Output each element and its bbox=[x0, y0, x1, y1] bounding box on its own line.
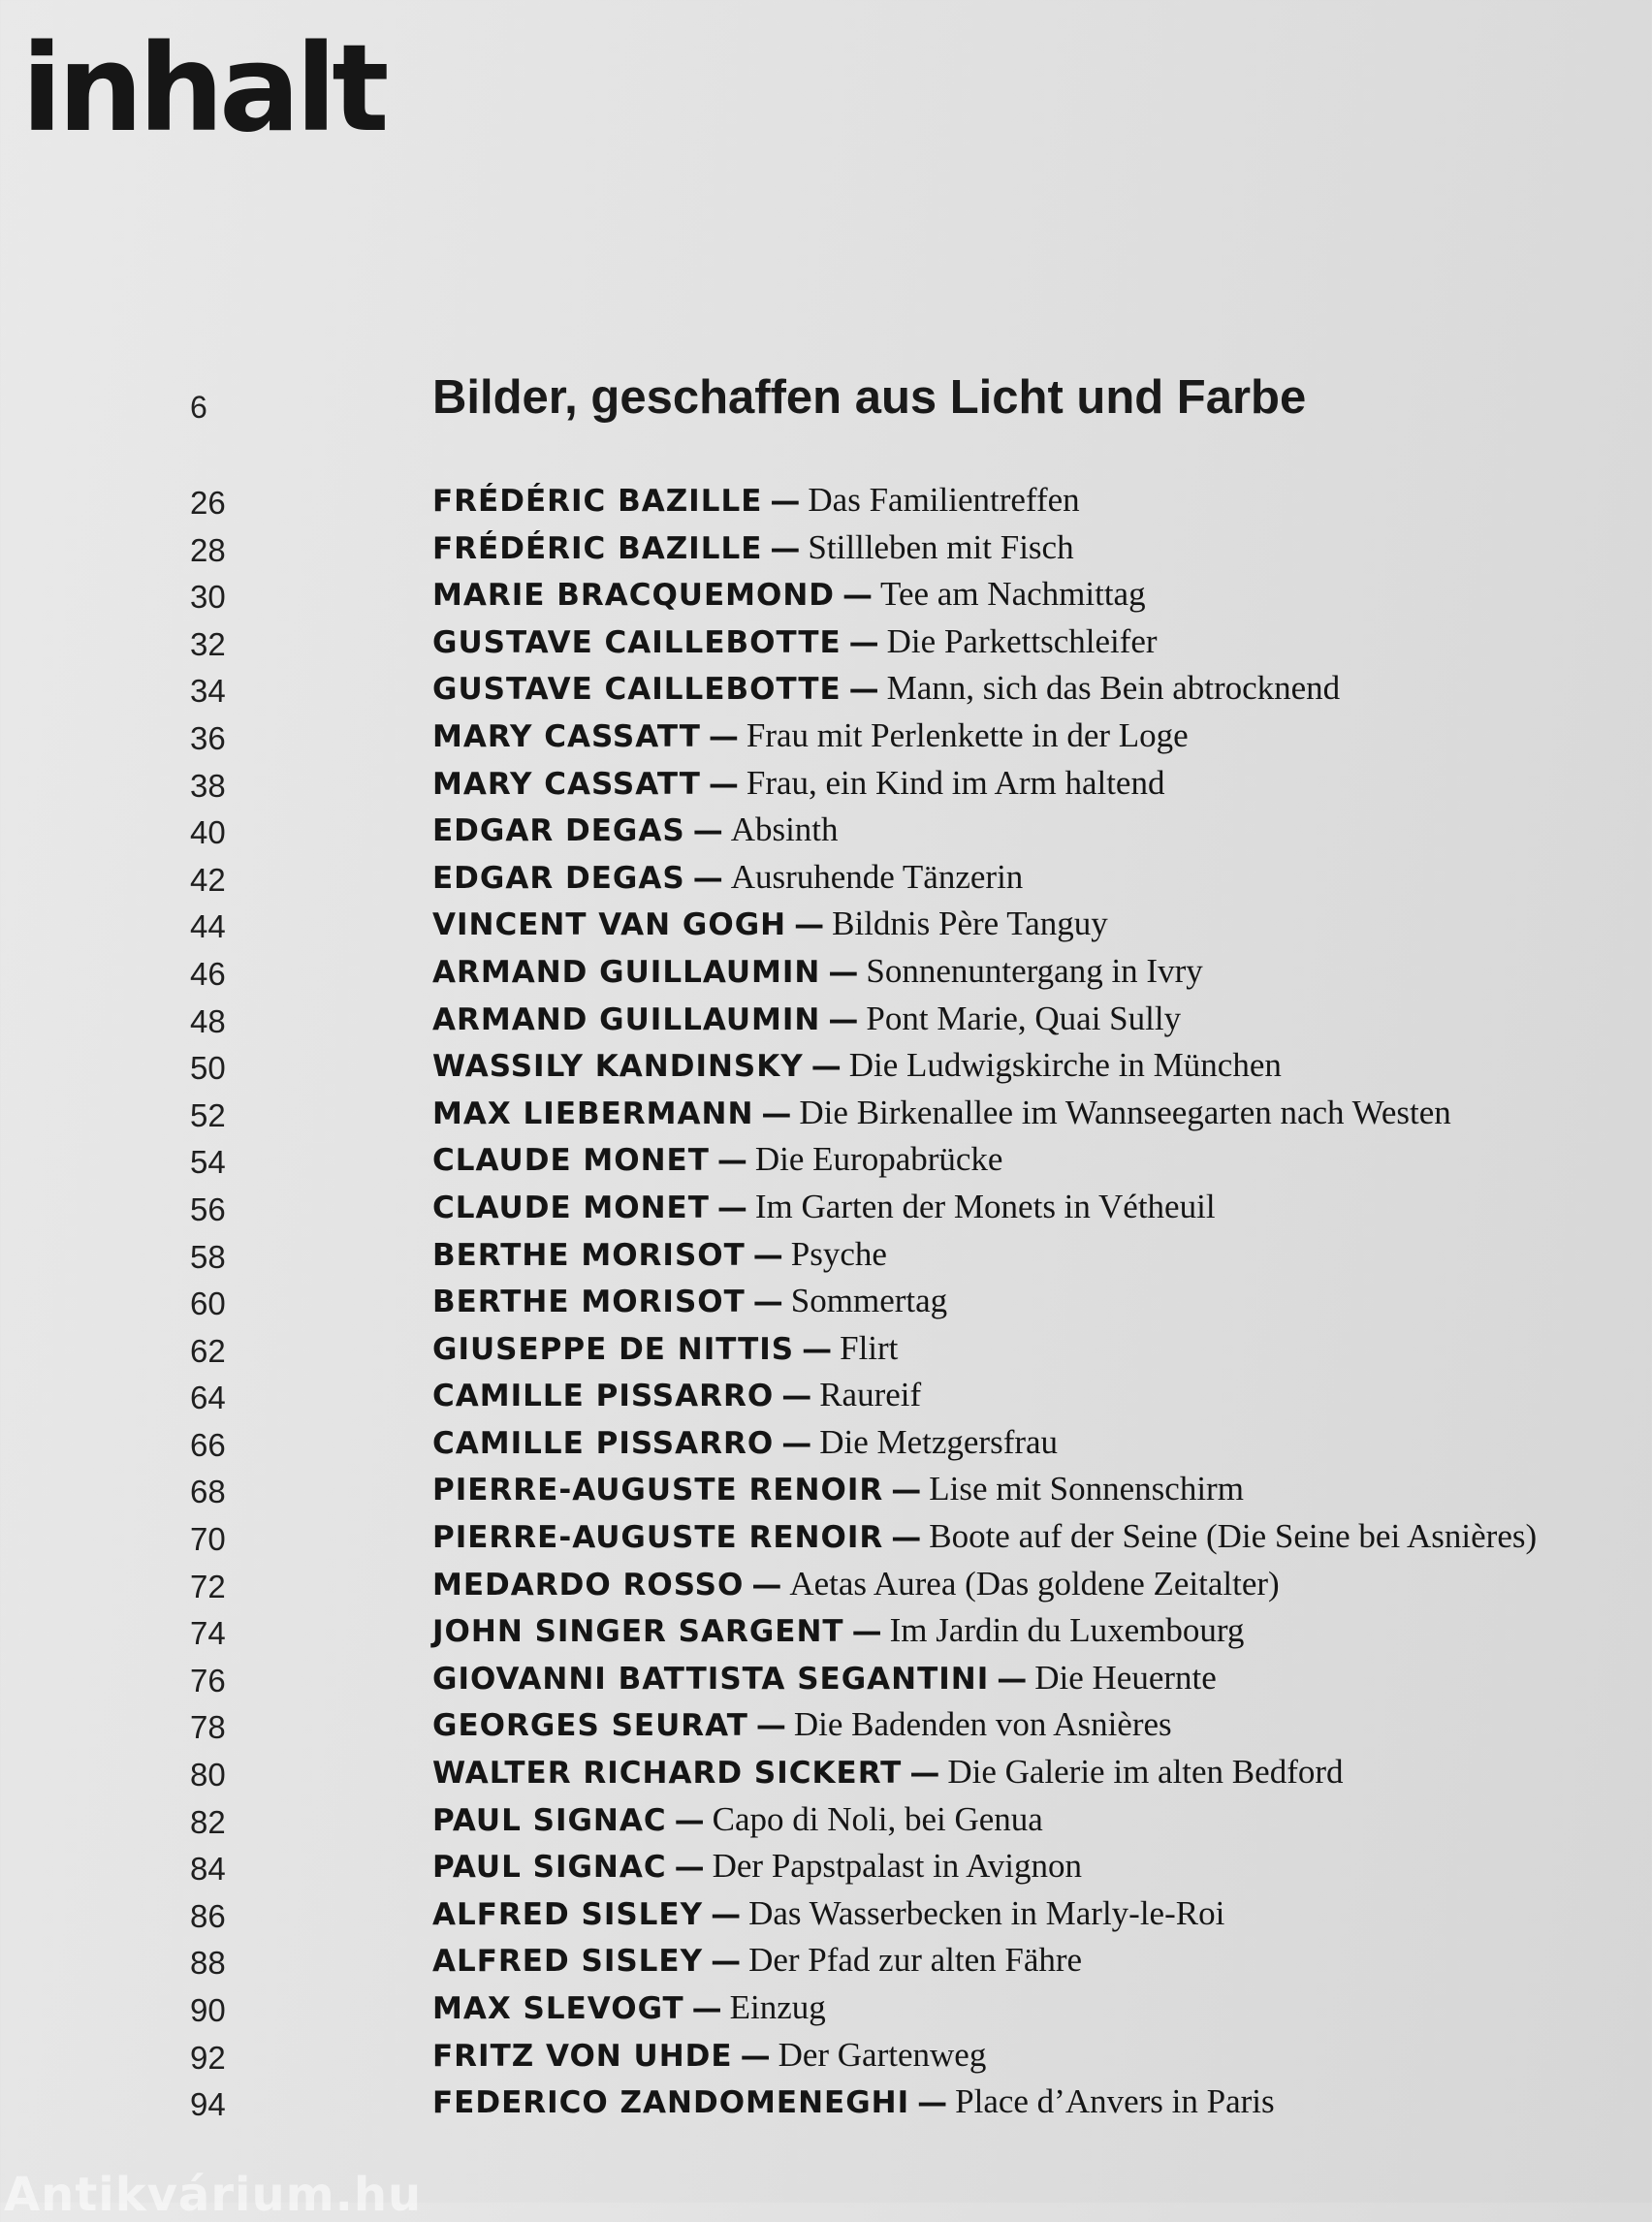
toc-entry-text bbox=[432, 858, 1023, 897]
toc-page-number: 82 bbox=[190, 1803, 226, 1840]
toc-artwork-title: Absinth bbox=[730, 810, 839, 849]
toc-separator: — bbox=[711, 1944, 742, 1980]
toc-artist-name: FRITZ VON UHDE bbox=[432, 2038, 733, 2074]
toc-separator: — bbox=[810, 1049, 842, 1085]
toc-page-number: 40 bbox=[190, 814, 226, 851]
toc-separator: — bbox=[711, 1896, 742, 1932]
toc-entry bbox=[0, 1607, 1652, 1655]
toc-entry-text bbox=[432, 1329, 898, 1368]
toc-separator: — bbox=[794, 907, 825, 943]
toc-artist-name: MARY CASSATT bbox=[432, 766, 701, 802]
toc-separator: — bbox=[692, 860, 723, 896]
toc-separator: — bbox=[848, 624, 879, 660]
toc-separator: — bbox=[716, 1143, 747, 1179]
toc-page-number: 60 bbox=[190, 1286, 226, 1322]
toc-separator: — bbox=[691, 1991, 722, 2026]
toc-separator: — bbox=[917, 2085, 948, 2121]
toc-entry-text bbox=[432, 1235, 887, 1274]
toc-page-number: 34 bbox=[190, 673, 226, 710]
toc-separator: — bbox=[848, 672, 879, 708]
toc-artwork-title: Stillleben mit Fisch bbox=[808, 527, 1074, 566]
toc-entry-text bbox=[432, 2082, 1275, 2121]
toc-entry-text bbox=[432, 1659, 1217, 1698]
toc-separator: — bbox=[891, 1473, 922, 1508]
toc-entry bbox=[0, 713, 1652, 760]
toc-artist-name: CAMILLE PISSARRO bbox=[432, 1425, 775, 1461]
toc-entry bbox=[0, 1890, 1652, 1938]
toc-artwork-title: Bildnis Père Tanguy bbox=[832, 905, 1108, 943]
toc-entry bbox=[0, 1843, 1652, 1890]
toc-separator: — bbox=[761, 1095, 792, 1131]
toc-artist-name: EDGAR DEGAS bbox=[432, 860, 685, 896]
toc-entry bbox=[0, 1325, 1652, 1373]
toc-artwork-title: Boote auf der Seine (Die Seine bei Asnières) bbox=[929, 1517, 1538, 1556]
toc-page-number: 58 bbox=[190, 1238, 226, 1275]
toc-entry-text bbox=[432, 1894, 1224, 1933]
toc-separator: — bbox=[842, 578, 874, 614]
toc-entry-text bbox=[432, 716, 1189, 755]
toc-entry-text bbox=[432, 764, 1164, 803]
toc-entry bbox=[0, 1184, 1652, 1231]
toc-entry-text bbox=[432, 1188, 1216, 1226]
toc-entry-text bbox=[432, 1800, 1043, 1839]
toc-separator: — bbox=[802, 1331, 833, 1367]
toc-artist-name: FEDERICO ZANDOMENEGHI bbox=[432, 2085, 910, 2121]
toc-entry-text bbox=[432, 1565, 1280, 1603]
toc-entry bbox=[0, 524, 1652, 572]
toc-separator: — bbox=[909, 1756, 940, 1792]
toc-artist-name: MAX SLEVOGT bbox=[432, 1991, 684, 2026]
toc-page-number: 52 bbox=[190, 1096, 226, 1133]
toc-page-number: 64 bbox=[190, 1380, 226, 1416]
toc-page-number: 26 bbox=[190, 485, 226, 521]
toc-artist-name: GUSTAVE CAILLEBOTTE bbox=[432, 672, 842, 708]
toc-page-number: 72 bbox=[190, 1568, 226, 1604]
toc-entry bbox=[0, 1513, 1652, 1561]
toc-separator: — bbox=[828, 954, 859, 990]
toc-artist-name: ALFRED SISLEY bbox=[432, 1896, 704, 1932]
toc-artwork-title: Der Pfad zur alten Fähre bbox=[748, 1941, 1083, 1980]
toc-entry-text bbox=[432, 2036, 986, 2075]
toc-page-number: 80 bbox=[190, 1757, 226, 1793]
toc-artwork-title: Die Metzgersfrau bbox=[819, 1422, 1059, 1461]
toc-artist-name: ARMAND GUILLAUMIN bbox=[432, 954, 821, 990]
toc-artwork-title: Die Birkenallee im Wannseegarten nach Westen bbox=[799, 1093, 1451, 1131]
toc-artwork-title: Die Europabrücke bbox=[754, 1140, 1003, 1179]
toc-artist-name: MARY CASSATT bbox=[432, 718, 701, 754]
toc-entry-text bbox=[432, 1705, 1172, 1744]
toc-separator: — bbox=[752, 1237, 783, 1273]
toc-separator: — bbox=[997, 1661, 1028, 1697]
toc-artist-name: PIERRE-AUGUSTE RENOIR bbox=[432, 1520, 884, 1556]
toc-entry-text bbox=[432, 1941, 1082, 1980]
toc-separator: — bbox=[752, 1285, 783, 1320]
toc-separator: — bbox=[781, 1379, 812, 1414]
toc-entry bbox=[0, 1561, 1652, 1608]
toc-separator: — bbox=[708, 718, 739, 754]
toc-entry-text bbox=[432, 1376, 921, 1414]
toc-artist-name: GEORGES SEURAT bbox=[432, 1708, 748, 1744]
toc-entry bbox=[0, 1042, 1652, 1090]
toc-artist-name: FRÉDÉRIC BAZILLE bbox=[432, 530, 763, 566]
toc-entry-text bbox=[432, 952, 1203, 991]
toc-artwork-title: Psyche bbox=[790, 1234, 887, 1273]
toc-entry-text bbox=[432, 481, 1080, 520]
toc-artwork-title: Die Galerie im alten Bedford bbox=[947, 1753, 1344, 1792]
toc-artwork-title: Die Parkettschleifer bbox=[886, 621, 1158, 660]
intro-entry bbox=[0, 366, 1652, 434]
toc-page-number: 78 bbox=[190, 1709, 226, 1746]
toc-artist-name: BERTHE MORISOT bbox=[432, 1285, 746, 1320]
toc-entry-text bbox=[432, 1470, 1244, 1508]
toc-separator: — bbox=[851, 1614, 882, 1650]
toc-entry bbox=[0, 1937, 1652, 1984]
toc-entry-text bbox=[432, 1988, 826, 2027]
toc-page-number: 36 bbox=[190, 719, 226, 756]
toc-page-number: 48 bbox=[190, 1002, 226, 1039]
toc-page-number: 42 bbox=[190, 861, 226, 898]
toc-page-number: 38 bbox=[190, 767, 226, 804]
toc-entry-text bbox=[432, 1847, 1082, 1886]
intro-title: Bilder, geschaffen aus Licht und Farbe bbox=[432, 371, 1307, 424]
toc-page-number: 86 bbox=[190, 1897, 226, 1934]
toc-entry-text bbox=[432, 1423, 1058, 1462]
toc-separator: — bbox=[740, 2038, 771, 2074]
toc-separator: — bbox=[716, 1190, 747, 1225]
toc-artist-name: PAUL SIGNAC bbox=[432, 1802, 667, 1838]
toc-entry-text bbox=[432, 905, 1108, 943]
toc-artwork-title: Mann, sich das Bein abtrocknend bbox=[886, 669, 1341, 708]
toc-page-number: 92 bbox=[190, 2039, 226, 2076]
toc-entry bbox=[0, 996, 1652, 1043]
toc-artwork-title: Pont Marie, Quai Sully bbox=[866, 999, 1182, 1037]
toc-entry-text bbox=[432, 1140, 1002, 1179]
toc-page-number: 28 bbox=[190, 531, 226, 568]
toc-artwork-title: Flirt bbox=[840, 1328, 899, 1367]
toc-artwork-title: Das Wasserbecken in Marly-le-Roi bbox=[748, 1893, 1225, 1932]
toc-entry bbox=[0, 1796, 1652, 1844]
toc-entry-text bbox=[432, 1000, 1181, 1038]
toc-artist-name: WALTER RICHARD SICKERT bbox=[432, 1756, 903, 1792]
toc-entry bbox=[0, 948, 1652, 996]
toc-page-number: 94 bbox=[190, 2086, 226, 2123]
toc-artist-name: EDGAR DEGAS bbox=[432, 813, 685, 849]
toc-entry bbox=[0, 901, 1652, 948]
toc-page-number: 74 bbox=[190, 1615, 226, 1652]
toc-entry bbox=[0, 1655, 1652, 1702]
toc-separator: — bbox=[674, 1850, 705, 1886]
toc-artwork-title: Sommertag bbox=[790, 1282, 948, 1320]
toc-artwork-title: Tee am Nachmittag bbox=[880, 575, 1146, 614]
toc-page-number: 32 bbox=[190, 625, 226, 662]
toc-artwork-title: Frau, ein Kind im Arm haltend bbox=[746, 763, 1165, 802]
toc-artwork-title: Sonnenuntergang in Ivry bbox=[866, 951, 1203, 990]
toc-artist-name: CAMILLE PISSARRO bbox=[432, 1379, 775, 1414]
toc-entry-text bbox=[432, 1753, 1344, 1792]
toc-artist-name: FRÉDÉRIC BAZILLE bbox=[432, 484, 763, 519]
toc-entry-text bbox=[432, 575, 1146, 614]
toc-separator: — bbox=[708, 766, 739, 802]
toc-artist-name: ARMAND GUILLAUMIN bbox=[432, 1001, 821, 1037]
toc-artwork-title: Ausruhende Tänzerin bbox=[730, 857, 1024, 896]
toc-entry bbox=[0, 1419, 1652, 1467]
toc-artist-name: PAUL SIGNAC bbox=[432, 1850, 667, 1886]
toc-artist-name: GIOVANNI BATTISTA SEGANTINI bbox=[432, 1661, 990, 1697]
toc-artwork-title: Place d’Anvers in Paris bbox=[955, 2082, 1275, 2121]
toc-page-number: 70 bbox=[190, 1521, 226, 1558]
toc-separator: — bbox=[770, 484, 801, 519]
toc-artwork-title: Die Ludwigskirche in München bbox=[848, 1046, 1282, 1085]
toc-artwork-title: Der Papstpalast in Avignon bbox=[712, 1847, 1083, 1886]
toc-entry-text bbox=[432, 1611, 1244, 1650]
toc-artwork-title: Die Heuernte bbox=[1034, 1658, 1217, 1697]
toc-separator: — bbox=[755, 1708, 786, 1744]
toc-artwork-title: Raureif bbox=[819, 1376, 922, 1414]
toc-separator: — bbox=[828, 1001, 859, 1037]
toc-page-number: 54 bbox=[190, 1144, 226, 1181]
toc-entry-text bbox=[432, 1517, 1537, 1556]
toc-artwork-title: Lise mit Sonnenschirm bbox=[929, 1470, 1244, 1508]
toc-entry bbox=[0, 1090, 1652, 1137]
toc-artist-name: MAX LIEBERMANN bbox=[432, 1095, 754, 1131]
toc-entry bbox=[0, 1278, 1652, 1325]
toc-artwork-title: Im Jardin du Luxembourg bbox=[889, 1611, 1245, 1650]
toc-separator: — bbox=[751, 1567, 782, 1603]
toc-entry bbox=[0, 619, 1652, 666]
toc-artwork-title: Capo di Noli, bei Genua bbox=[712, 1799, 1043, 1838]
page-title: inhalt bbox=[21, 19, 385, 159]
toc-separator: — bbox=[770, 530, 801, 566]
toc-separator: — bbox=[891, 1520, 922, 1556]
toc-list bbox=[0, 477, 1652, 2126]
toc-artist-name: MARIE BRACQUEMOND bbox=[432, 578, 836, 614]
toc-entry bbox=[0, 1372, 1652, 1419]
toc-artist-name: CLAUDE MONET bbox=[432, 1143, 710, 1179]
toc-artwork-title: Im Garten der Monets in Vétheuil bbox=[754, 1187, 1216, 1225]
toc-page-number: 62 bbox=[190, 1332, 226, 1369]
toc-entry bbox=[0, 1466, 1652, 1513]
toc-page-number: 76 bbox=[190, 1662, 226, 1698]
toc-entry bbox=[0, 854, 1652, 902]
toc-page-number: 66 bbox=[190, 1426, 226, 1463]
toc-entry-text bbox=[432, 1094, 1451, 1132]
toc-artwork-title: Aetas Aurea (Das goldene Zeitalter) bbox=[789, 1564, 1280, 1603]
toc-page-number: 56 bbox=[190, 1190, 226, 1227]
toc-entry bbox=[0, 1136, 1652, 1184]
toc-artist-name: CLAUDE MONET bbox=[432, 1190, 710, 1225]
toc-page-number: 46 bbox=[190, 955, 226, 992]
watermark: Antikvárium.hu bbox=[4, 2168, 423, 2222]
toc-entry-text bbox=[432, 528, 1074, 567]
toc-page-number: 30 bbox=[190, 579, 226, 616]
toc-artwork-title: Die Badenden von Asnières bbox=[793, 1705, 1172, 1744]
toc-entry-text bbox=[432, 1282, 947, 1320]
toc-separator: — bbox=[674, 1802, 705, 1838]
toc-artist-name: VINCENT VAN GOGH bbox=[432, 907, 787, 943]
toc-artist-name: GIUSEPPE DE NITTIS bbox=[432, 1331, 795, 1367]
toc-artwork-title: Der Gartenweg bbox=[778, 2035, 987, 2074]
toc-artwork-title: Einzug bbox=[729, 1988, 826, 2026]
toc-entry bbox=[0, 1984, 1652, 2032]
toc-entry-text bbox=[432, 622, 1158, 661]
toc-page-number: 84 bbox=[190, 1851, 226, 1888]
toc-artist-name: ALFRED SISLEY bbox=[432, 1944, 704, 1980]
toc-entry-text bbox=[432, 810, 839, 849]
toc-artwork-title: Frau mit Perlenkette in der Loge bbox=[746, 715, 1189, 754]
toc-page-number: 68 bbox=[190, 1474, 226, 1510]
toc-separator: — bbox=[692, 813, 723, 849]
toc-entry bbox=[0, 2079, 1652, 2126]
toc-page-number: 44 bbox=[190, 908, 226, 945]
toc-page-number: 90 bbox=[190, 1992, 226, 2028]
toc-entry bbox=[0, 807, 1652, 854]
toc-artist-name: GUSTAVE CAILLEBOTTE bbox=[432, 624, 842, 660]
toc-entry bbox=[0, 2032, 1652, 2079]
toc-entry-text bbox=[432, 1046, 1282, 1085]
toc-page-number: 88 bbox=[190, 1945, 226, 1982]
toc-entry bbox=[0, 760, 1652, 808]
toc-page-number: 50 bbox=[190, 1050, 226, 1087]
toc-entry bbox=[0, 665, 1652, 713]
toc-entry bbox=[0, 1701, 1652, 1749]
toc-entry bbox=[0, 1231, 1652, 1279]
toc-artist-name: WASSILY KANDINSKY bbox=[432, 1049, 804, 1085]
toc-artist-name: MEDARDO ROSSO bbox=[432, 1567, 745, 1603]
toc-artist-name: JOHN SINGER SARGENT bbox=[432, 1614, 844, 1650]
toc-entry-text bbox=[432, 669, 1340, 708]
toc-separator: — bbox=[781, 1425, 812, 1461]
toc-artist-name: BERTHE MORISOT bbox=[432, 1237, 746, 1273]
intro-page-number: 6 bbox=[190, 390, 207, 425]
toc-entry bbox=[0, 571, 1652, 619]
toc-entry bbox=[0, 477, 1652, 524]
toc-entry bbox=[0, 1749, 1652, 1796]
toc-artwork-title: Das Familientreffen bbox=[808, 481, 1080, 519]
toc-artist-name: PIERRE-AUGUSTE RENOIR bbox=[432, 1473, 884, 1508]
